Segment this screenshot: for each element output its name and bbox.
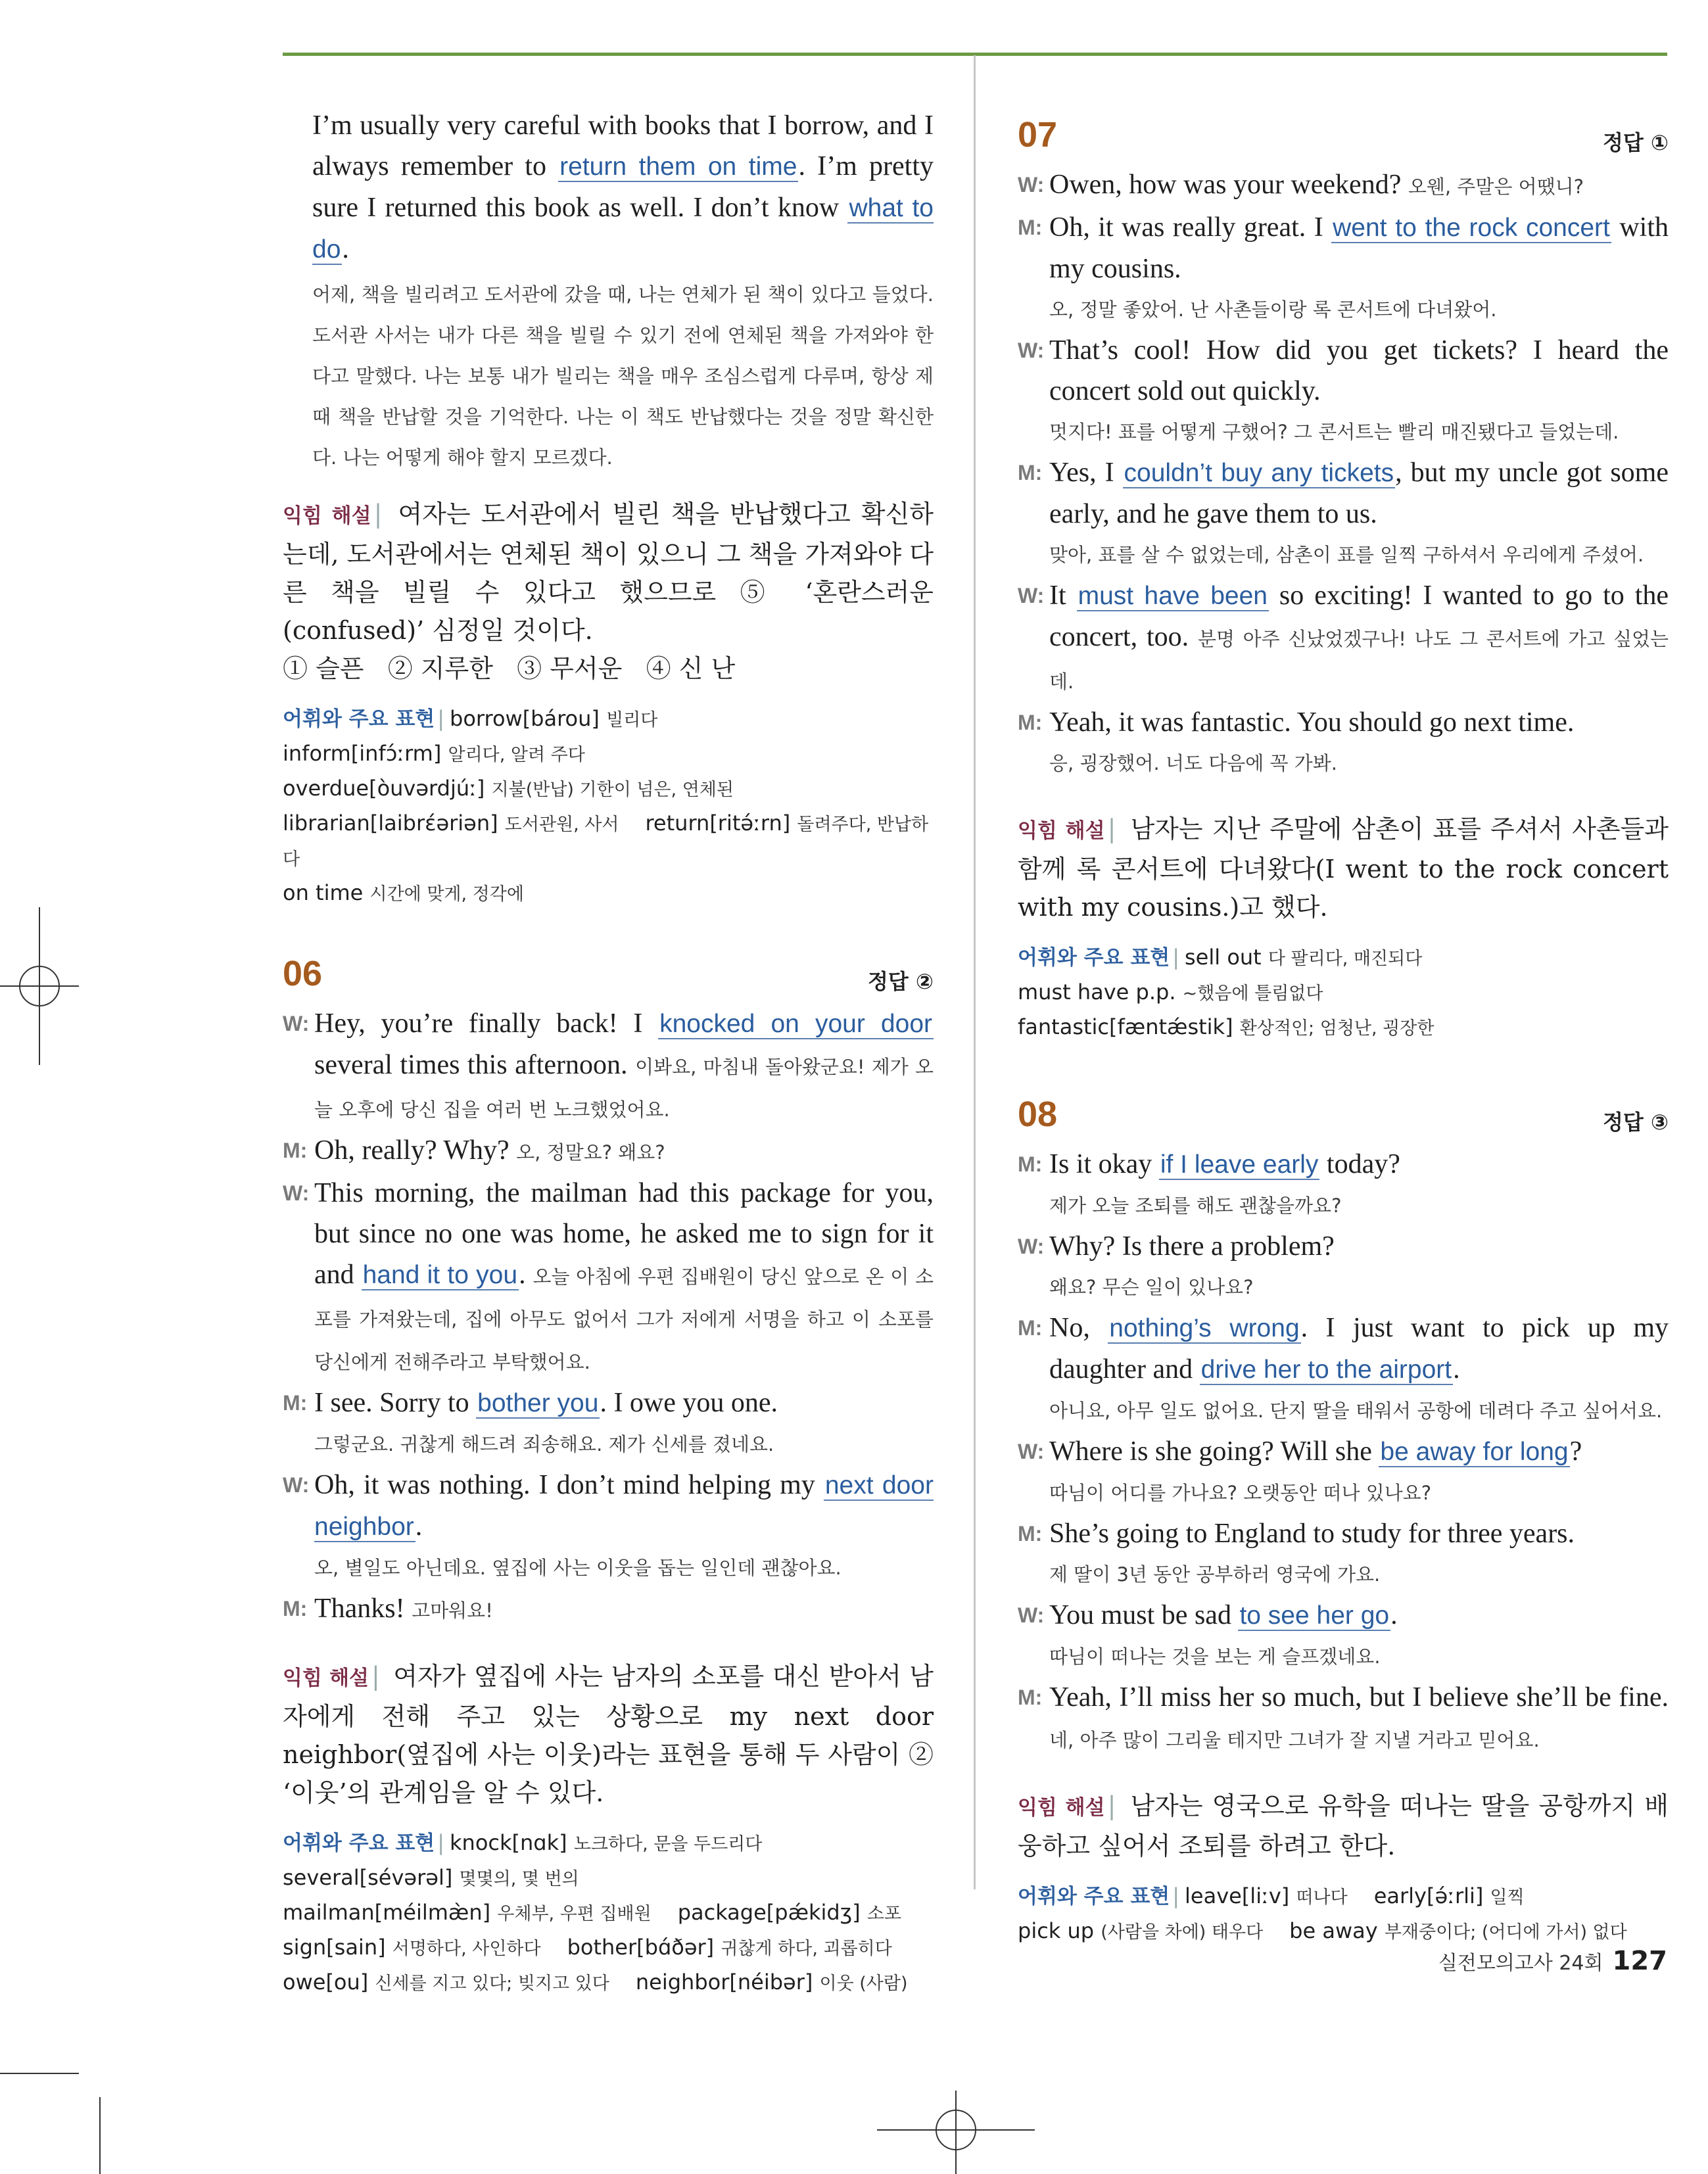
- text-run: I see. Sorry to: [314, 1388, 477, 1418]
- speaker-label: W:: [1018, 1603, 1045, 1627]
- key-phrase: knocked on your door: [659, 1010, 932, 1038]
- dialogue-line: [1018, 330, 1669, 412]
- speaker-label: M:: [1018, 1522, 1043, 1546]
- vocab-meaning: 귀찮게 하다, 괴롭히다: [721, 1939, 892, 1959]
- vocab-term: neighbor[néibər]: [635, 1970, 813, 1995]
- vocab-meaning: ~했음에 틀림없다: [1182, 983, 1323, 1004]
- footer-label: 실전모의고사 24회: [1438, 1952, 1603, 1975]
- vocab-term: librarian[laibrέəriən]: [283, 811, 498, 836]
- text-run: Hey, you’re finally back! I: [314, 1008, 659, 1039]
- dialogue-text: [1049, 702, 1669, 743]
- text-run: You must be sad: [1049, 1600, 1239, 1630]
- vocab-row: [283, 772, 934, 807]
- left-column: [283, 105, 934, 2000]
- key-phrase: bother you: [477, 1389, 599, 1417]
- dialogue-text: [1049, 452, 1669, 534]
- speaker-label: M:: [1018, 461, 1043, 484]
- dialogue-line: [1018, 1308, 1669, 1390]
- dialogue-line: [283, 1588, 934, 1631]
- dialogue-line: [1018, 1144, 1669, 1185]
- inline-translation: 분명 아주 신났었겠구나! 나도 그 콘서트에 가고 싶었는데.: [1049, 628, 1669, 693]
- vocab-term: owe[ou]: [283, 1970, 369, 1995]
- text-run: This morning, the mailman had this package for you, but since no one was home, he asked me to sign for it and: [314, 1178, 934, 1290]
- dialogue-line: [1018, 1677, 1669, 1760]
- speaker-label: W:: [1018, 1440, 1045, 1463]
- key-phrase: return them on time: [559, 153, 797, 181]
- vocab-term: sell out: [1185, 945, 1262, 970]
- dialogue-line: [1018, 164, 1669, 207]
- dialogue-text: [1049, 575, 1669, 702]
- speaker-label: M:: [1018, 1152, 1043, 1176]
- vocab-label: 어휘와 주요 표현: [283, 1831, 435, 1855]
- speaker-label: M:: [1018, 216, 1043, 239]
- vocab-term: overdue[òuvərdjúː]: [283, 776, 485, 801]
- text-run: . I’m pretty sure I returned this book as well. I don’t know: [312, 151, 934, 223]
- vocab-row: [1018, 1010, 1669, 1045]
- page-number: 127: [1612, 1946, 1667, 1976]
- question-08-header: [1018, 1091, 1669, 1144]
- vocab-term: be away: [1289, 1918, 1378, 1943]
- vocab-row: [1018, 976, 1669, 1010]
- explanation-label: 익힘 해설: [283, 504, 371, 528]
- vocab-05: [283, 702, 934, 911]
- vocab-meaning: 지불(반납) 기한이 넘은, 연체된: [491, 780, 734, 800]
- dialogue-translation: 제 딸이 3년 동안 공부하러 영국에 가요.: [1049, 1563, 1381, 1586]
- key-phrase: hand it to you: [362, 1261, 518, 1289]
- vocab-row: [283, 876, 934, 911]
- dialogue-translation: 오, 정말 좋았어. 난 사촌들이랑 록 콘서트에 다녀왔어.: [1049, 298, 1497, 321]
- explanation-05: 익힘 해설 | 여자는 도서관에서 빌린 책을 반납했다고 확신하는데, 도서관에서는 연체된 책이 있으니 그 책을 가져와야 다른 책을 빌릴 수 있다고 했으므로 ⑤ ‘혼란스러운(confused)’ 심정일 것이다. ① 슬픈 ② 지루한 ③ 무서운 ④ 신 난: [283, 500, 934, 683]
- dialogue-line: [283, 1130, 934, 1173]
- question-06-header: [283, 951, 934, 1003]
- vocab-term: mailman[méilmæ̀n]: [283, 1900, 491, 1925]
- vocab-term: several[sévərəl]: [283, 1865, 453, 1890]
- vocab-meaning: 이웃 (사람): [819, 1973, 908, 1994]
- dialogue-line: [1018, 1226, 1669, 1267]
- dialogue-08: [1018, 1144, 1669, 1760]
- vocab-06: [283, 1826, 934, 2000]
- speaker-label: W:: [283, 1012, 310, 1035]
- dialogue-line: [1018, 702, 1669, 743]
- vocab-row: [283, 807, 934, 876]
- text-run: ?: [1569, 1436, 1582, 1467]
- vocab-meaning: 일찍: [1490, 1887, 1525, 1908]
- vocab-row: [283, 1896, 934, 1931]
- column-divider: [974, 55, 976, 1889]
- key-phrase: be away for long: [1380, 1438, 1569, 1466]
- vocab-row: [283, 1931, 934, 1966]
- vocab-term: leave[liːv]: [1185, 1883, 1290, 1908]
- text-run: Oh, really? Why?: [314, 1135, 517, 1166]
- key-phrase: to see her go: [1239, 1601, 1390, 1630]
- speaker-label: W:: [1018, 339, 1045, 362]
- dialogue-translation: 멋지다! 표를 어떻게 구했어? 그 콘서트는 빨리 매진됐다고 들었는데.: [1049, 421, 1619, 443]
- dialogue-text: [314, 1130, 934, 1173]
- explanation-text: 여자는 도서관에서 빌린 책을 반납했다고 확신하는데, 도서관에서는 연체된 책이 있으니 그 책을 가져와야 다른 책을 빌릴 수 있다고 했으므로 ⑤ ‘혼란스러운(confused)’ 심정일 것이다.: [283, 500, 934, 645]
- answer-badge: 정답 ②: [867, 969, 934, 994]
- vocab-row: [283, 737, 934, 772]
- speaker-label: M:: [1018, 711, 1043, 734]
- dialogue-text: [1049, 1677, 1669, 1760]
- text-run: Yeah, it was fantastic. You should go next time.: [1049, 707, 1575, 738]
- dialogue-text: [314, 1382, 934, 1424]
- key-phrase: must have been: [1078, 582, 1268, 610]
- registration-mark-bottom: [877, 2091, 1035, 2174]
- vocab-meaning: 시간에 맞게, 정각에: [369, 884, 524, 905]
- text-run: Oh, it was really great. I: [1049, 212, 1332, 243]
- text-run: .: [1453, 1354, 1460, 1384]
- explanation-label: 익힘 해설: [1018, 819, 1105, 843]
- vocab-meaning: 소포: [866, 1904, 902, 1924]
- vocab-meaning: 부재중이다; (어디에 가서) 없다: [1384, 1922, 1627, 1943]
- dialogue-line: [283, 1173, 934, 1382]
- dialogue-text: [1049, 1226, 1669, 1267]
- dialogue-text: [1049, 1308, 1669, 1390]
- vocab-term: return[ritə́ːrn]: [645, 811, 791, 836]
- vocab-term: knock[nɑk]: [450, 1830, 567, 1855]
- vocab-term: on time: [283, 880, 364, 905]
- vocab-meaning: 떠나다: [1296, 1887, 1348, 1908]
- inline-translation: 이봐요, 마침내 돌아왔군요! 제가 오늘 오후에 당신 집을 여러 번 노크했었어요.: [314, 1056, 934, 1121]
- speaker-label: M:: [1018, 1316, 1043, 1340]
- text-run: Owen, how was your weekend?: [1049, 170, 1408, 200]
- text-run: Thanks!: [314, 1594, 412, 1624]
- dialogue-text: [1049, 1144, 1669, 1185]
- speaker-label: W:: [1018, 584, 1045, 607]
- text-run: I’m usually very careful with books that I borrow, and I always remember to: [312, 110, 934, 181]
- vocab-row: [283, 1966, 934, 2000]
- text-run: .: [342, 234, 349, 264]
- key-phrase: couldn’t buy any tickets: [1124, 459, 1394, 487]
- key-phrase: went to the rock concert: [1333, 214, 1610, 242]
- speaker-label: W:: [283, 1473, 310, 1497]
- vocab-meaning: 환상적인; 엄청난, 굉장한: [1239, 1018, 1435, 1039]
- vocab-meaning: 서명하다, 사인하다: [392, 1939, 541, 1959]
- dialogue-translation: 맞아, 표를 살 수 없었는데, 삼촌이 표를 일찍 구하셔서 우리에게 주셨어.: [1049, 544, 1644, 566]
- key-phrase: next door neighbor: [314, 1471, 934, 1541]
- vocab-row: 어휘와 주요 표현 | leave[liːv] 떠나다 early[ə́ːrli] 일찍: [1018, 1883, 1525, 1908]
- dialogue-translation: 따님이 어디를 가나요? 오랫동안 떠나 있나요?: [1049, 1482, 1432, 1504]
- dialogue-text: [1049, 207, 1669, 289]
- vocab-row: [1018, 1914, 1669, 1949]
- text-run: Yes, I: [1049, 458, 1123, 488]
- dialogue-translation: 응, 굉장했어. 너도 다음에 꼭 가봐.: [1049, 752, 1337, 774]
- text-run: She’s going to England to study for three years.: [1049, 1519, 1575, 1549]
- answer-badge: 정답 ③: [1602, 1110, 1669, 1135]
- speaker-label: W:: [1018, 173, 1045, 197]
- text-run: today?: [1319, 1149, 1400, 1179]
- inline-translation: 오늘 아침에 우편 집배원이 당신 앞으로 온 이 소포를 가져왔는데, 집에 아무도 없어서 그가 저에게 서명을 하고 이 소포를 당신에게 전해주라고 부탁했어요.: [314, 1265, 934, 1373]
- text-run: several times this afternoon.: [314, 1050, 636, 1080]
- dialogue-translation: 그렇군요. 귀찮게 해드려 죄송해요. 제가 신세를 졌네요.: [314, 1433, 774, 1455]
- vocab-row: [283, 1861, 934, 1896]
- dialogue-line: [1018, 575, 1669, 702]
- key-phrase: nothing’s wrong: [1109, 1314, 1300, 1342]
- question-07-header: [1018, 112, 1669, 164]
- vocab-term: sign[sain]: [283, 1935, 386, 1960]
- explanation-07: 익힘 해설 | 남자는 지난 주말에 삼촌이 표를 주셔서 사촌들과 함께 록 콘서트에 다녀왔다(I went to the rock concert with my cousins.)고 했다.: [1018, 815, 1669, 922]
- dialogue-line: [1018, 1513, 1669, 1554]
- dialogue-translation: 오, 별일도 아닌데요. 옆집에 사는 이웃을 돕는 일인데 괜찮아요.: [314, 1557, 842, 1579]
- dialogue-translation: 따님이 떠나는 것을 보는 게 슬프겠네요.: [1049, 1645, 1381, 1668]
- explanation-text: 여자가 옆집에 사는 남자의 소포를 대신 받아서 남자에게 전해 주고 있는 상황으로 my next door neighbor(옆집에 사는 이웃)라는 표현을 통해 두 사람이 ② ‘이웃’의 관계임을 알 수 있다.: [283, 1662, 934, 1807]
- vocab-meaning: 알리다, 알려 주다: [448, 745, 585, 765]
- dialogue-line: [1018, 452, 1669, 534]
- vocab-meaning: 다 팔리다, 매진되다: [1268, 949, 1423, 969]
- vocab-meaning: 빌리다: [606, 710, 658, 730]
- vocab-meaning: 도서관원, 사서: [504, 815, 619, 835]
- dialogue-text: [314, 1173, 934, 1382]
- vocab-term: package[pǽkidʒ]: [677, 1900, 861, 1925]
- vocab-row: 어휘와 주요 표현 | borrow[bárou] 빌리다: [283, 706, 658, 731]
- key-phrase: drive her to the airport: [1200, 1356, 1452, 1384]
- text-run: . I just want to pick up my daughter and: [1049, 1313, 1669, 1384]
- text-run: .: [1390, 1600, 1398, 1630]
- text-run: , but my uncle got some early, and he gave them to us.: [1049, 458, 1669, 529]
- explanation-text: 남자는 지난 주말에 삼촌이 표를 주셔서 사촌들과 함께 록 콘서트에 다녀왔다(I went to the rock concert with my cousins.)고 했다.: [1018, 815, 1669, 922]
- text-run: Why? Is there a problem?: [1049, 1231, 1335, 1262]
- dialogue-line: [283, 1465, 934, 1548]
- right-column: [1018, 105, 1669, 1949]
- text-run: Oh, it was nothing. I don’t mind helping my: [314, 1470, 824, 1500]
- explanation-08: 익힘 해설 | 남자는 영국으로 유학을 떠나는 딸을 공항까지 배웅하고 싶어서 조퇴를 하려고 한다.: [1018, 1791, 1669, 1860]
- registration-mark-left: [0, 907, 79, 1065]
- text-run: That’s cool! How did you get tickets? I heard the concert sold out quickly.: [1049, 335, 1669, 406]
- vocab-meaning: 우체부, 우편 집배원: [497, 1904, 652, 1924]
- explanation-label: 익힘 해설: [1018, 1796, 1105, 1820]
- text-run: .: [415, 1511, 423, 1542]
- vocab-meaning: 몇몇의, 몇 번의: [459, 1869, 579, 1889]
- vocab-term: borrow[bárou]: [450, 706, 600, 731]
- question-number: 08: [1018, 1095, 1058, 1134]
- explanation-options: ① 슬픈 ② 지루한 ③ 무서운 ④ 신 난: [283, 654, 736, 683]
- dialogue-text: [314, 1465, 934, 1548]
- inline-translation: 오웬, 주말은 어땠니?: [1408, 176, 1584, 198]
- explanation-text: 남자는 영국으로 유학을 떠나는 딸을 공항까지 배웅하고 싶어서 조퇴를 하려고 한다.: [1018, 1791, 1669, 1860]
- dialogue-text: [1049, 1595, 1669, 1636]
- dialogue-text: [314, 1588, 934, 1631]
- text-run: with my cousins.: [1049, 212, 1669, 284]
- vocab-meaning: (사람을 차에) 태우다: [1101, 1922, 1264, 1943]
- dialogue-line: [1018, 207, 1669, 289]
- dialogue-07: [1018, 164, 1669, 784]
- vocab-label: 어휘와 주요 표현: [1018, 946, 1170, 970]
- vocab-08: [1018, 1879, 1669, 1949]
- vocab-meaning: 신세를 지고 있다; 빚지고 있다: [375, 1973, 609, 1994]
- dialogue-translation: 아니요, 아무 일도 없어요. 단지 딸을 태워서 공항에 데려다 주고 싶어서요.: [1049, 1400, 1663, 1422]
- speaker-label: M:: [283, 1391, 308, 1415]
- speaker-label: M:: [283, 1139, 308, 1162]
- page-footer: [1438, 1946, 1667, 1976]
- crop-mark-bottom-left: [0, 2071, 105, 2174]
- inline-translation: 네, 아주 많이 그리울 테지만 그녀가 잘 지낼 거라고 믿어요.: [1049, 1729, 1540, 1751]
- dialogue-translation: 제가 오늘 조퇴를 해도 괜찮을까요?: [1049, 1194, 1342, 1217]
- dialogue-text: [1049, 164, 1669, 207]
- vocab-term: early[ə́ːrli]: [1373, 1883, 1484, 1908]
- vocab-meaning: 돌려주다, 반납하다: [283, 815, 929, 870]
- vocab-label: 어휘와 주요 표현: [283, 707, 435, 731]
- passage-translation: 어제, 책을 빌리려고 도서관에 갔을 때, 나는 연체가 된 책이 있다고 들었다. 도서관 사서는 내가 다른 책을 빌릴 수 있기 전에 연체된 책을 가져와야 한다고 말했다. 나는 보통 내가 빌리는 책을 매우 조심스럽게 다루며, 항상 제때 책을 반납할 것을 기억한다. 나는 이 책도 반납했다는 것을 정말 확신한다. 나는 어떻게 해야 할지 모르겠다.: [312, 283, 934, 469]
- dialogue-text: [1049, 1431, 1669, 1473]
- dialogue-06: [283, 1003, 934, 1631]
- vocab-label: 어휘와 주요 표현: [1018, 1885, 1170, 1908]
- speaker-label: M:: [1018, 1686, 1043, 1709]
- dialogue-line: [1018, 1595, 1669, 1636]
- text-run: Is it okay: [1049, 1149, 1159, 1179]
- question-number: 07: [1018, 115, 1058, 154]
- text-run: No,: [1049, 1313, 1108, 1343]
- inline-translation: 오, 정말요? 왜요?: [516, 1141, 665, 1164]
- speaker-label: M:: [283, 1597, 308, 1620]
- vocab-term: must have p.p.: [1018, 980, 1176, 1004]
- dialogue-line: [283, 1003, 934, 1130]
- vocab-term: fantastic[fæntǽstik]: [1018, 1014, 1233, 1039]
- vocab-meaning: 노크하다, 문을 두드리다: [573, 1834, 763, 1855]
- text-run: .: [519, 1260, 533, 1290]
- passage-paragraph: [283, 105, 934, 270]
- dialogue-line: [1018, 1431, 1669, 1473]
- dialogue-text: [1049, 1513, 1669, 1554]
- text-run: . I owe you one.: [600, 1388, 778, 1418]
- vocab-term: pick up: [1018, 1918, 1095, 1943]
- dialogue-translation: 왜요? 무슨 일이 있나요?: [1049, 1276, 1254, 1298]
- vocab-row: 어휘와 주요 표현 | sell out 다 팔리다, 매진되다: [1018, 945, 1423, 970]
- dialogue-text: [314, 1003, 934, 1130]
- vocab-07: [1018, 941, 1669, 1045]
- vocab-term: inform[infɔ́ːrm]: [283, 741, 442, 766]
- vocab-term: bother[bɑ́ðər]: [567, 1935, 715, 1960]
- speaker-label: W:: [283, 1181, 310, 1205]
- text-run: Yeah, I’ll miss her so much, but I believe she’ll be fine.: [1049, 1682, 1669, 1713]
- inline-translation: 고마워요!: [412, 1599, 493, 1622]
- dialogue-line: [283, 1382, 934, 1424]
- answer-badge: 정답 ①: [1602, 130, 1669, 155]
- text-run: Where is she going? Will she: [1049, 1436, 1379, 1467]
- text-run: so exciting! I wanted to go to the concert, too.: [1049, 580, 1669, 652]
- question-number: 06: [283, 954, 323, 993]
- text-run: It: [1049, 580, 1077, 611]
- key-phrase: if I leave early: [1160, 1150, 1319, 1179]
- speaker-label: W:: [1018, 1235, 1045, 1258]
- dialogue-text: [1049, 330, 1669, 412]
- explanation-06: 익힘 해설 | 여자가 옆집에 사는 남자의 소포를 대신 받아서 남자에게 전해 주고 있는 상황으로 my next door neighbor(옆집에 사는 이웃)라는 표현을 통해 두 사람이 ② ‘이웃’의 관계임을 알 수 있다.: [283, 1662, 934, 1807]
- vocab-row: 어휘와 주요 표현 | knock[nɑk] 노크하다, 문을 두드리다: [283, 1830, 763, 1855]
- explanation-label: 익힘 해설: [283, 1666, 369, 1690]
- key-phrase: what to do: [312, 194, 934, 264]
